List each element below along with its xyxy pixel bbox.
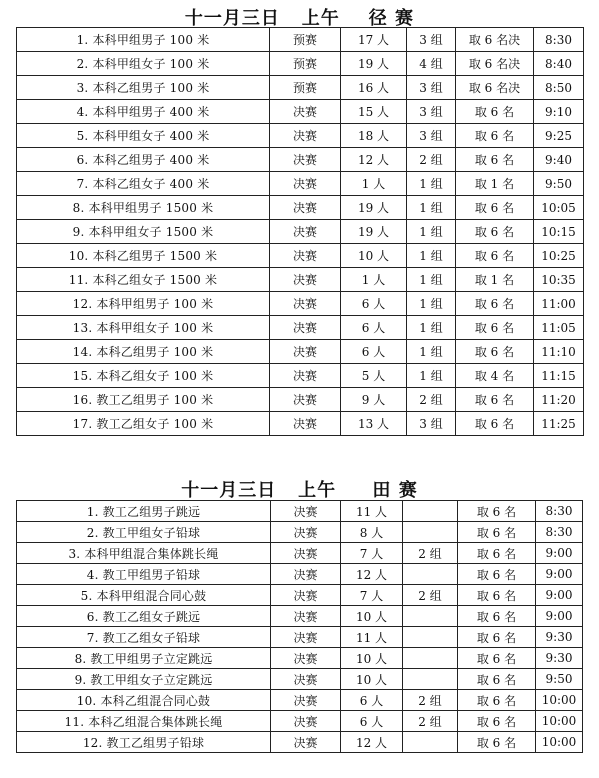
- track-cell-entrants: 13 人: [341, 412, 407, 436]
- field-cell-qualify: 取 6 名: [458, 585, 536, 606]
- track-table-row: [17, 148, 584, 172]
- track-cell-round: 决赛: [270, 268, 341, 292]
- track-cell-qualify: 取 6 名: [456, 124, 534, 148]
- track-cell-entrants: 6 人: [341, 316, 407, 340]
- track-cell-event: 8. 本科甲组男子 1500 米: [17, 196, 270, 220]
- field-section-title: 十一月三日 上午 田 赛: [181, 480, 418, 501]
- track-cell-groups: 1 组: [407, 316, 456, 340]
- track-cell-entrants: 5 人: [341, 364, 407, 388]
- track-cell-qualify: 取 6 名: [456, 220, 534, 244]
- field-table-row: [17, 522, 583, 543]
- track-cell-groups: 1 组: [407, 244, 456, 268]
- field-cell-entrants: 7 人: [341, 543, 403, 564]
- field-cell-time: 10:00: [536, 690, 583, 711]
- field-cell-round: 决赛: [271, 648, 341, 669]
- track-cell-qualify: 取 6 名: [456, 340, 534, 364]
- track-cell-time: 10:15: [534, 220, 584, 244]
- field-schedule-table: [16, 500, 583, 753]
- track-cell-time: 11:00: [534, 292, 584, 316]
- field-table-row: [17, 627, 583, 648]
- track-cell-entrants: 15 人: [341, 100, 407, 124]
- field-cell-round: 决赛: [271, 732, 341, 753]
- track-cell-time: 11:15: [534, 364, 584, 388]
- field-cell-round: 决赛: [271, 690, 341, 711]
- track-cell-qualify: 取 6 名: [456, 100, 534, 124]
- track-cell-groups: 1 组: [407, 172, 456, 196]
- track-cell-event: 1. 本科甲组男子 100 米: [17, 28, 270, 52]
- field-cell-round: 决赛: [271, 669, 341, 690]
- track-cell-event: 16. 教工乙组男子 100 米: [17, 388, 270, 412]
- field-cell-entrants: 11 人: [341, 627, 403, 648]
- field-cell-round: 决赛: [271, 522, 341, 543]
- field-cell-event: 7. 教工乙组女子铅球: [17, 627, 271, 648]
- field-cell-round: 决赛: [271, 627, 341, 648]
- track-cell-groups: 3 组: [407, 412, 456, 436]
- field-cell-groups: 2 组: [403, 690, 458, 711]
- field-cell-time: 10:00: [536, 732, 583, 753]
- track-cell-round: 决赛: [270, 220, 341, 244]
- track-cell-entrants: 10 人: [341, 244, 407, 268]
- track-cell-time: 10:05: [534, 196, 584, 220]
- field-cell-event: 4. 教工甲组男子铅球: [17, 564, 271, 585]
- track-cell-time: 10:35: [534, 268, 584, 292]
- track-cell-time: 9:40: [534, 148, 584, 172]
- field-cell-time: 9:30: [536, 627, 583, 648]
- track-cell-qualify: 取 6 名: [456, 316, 534, 340]
- track-cell-groups: 1 组: [407, 364, 456, 388]
- field-cell-event: 9. 教工甲组女子立定跳远: [17, 669, 271, 690]
- track-cell-time: 11:20: [534, 388, 584, 412]
- track-table-row: [17, 28, 584, 52]
- track-cell-groups: 1 组: [407, 220, 456, 244]
- field-cell-qualify: 取 6 名: [458, 711, 536, 732]
- field-cell-round: 决赛: [271, 606, 341, 627]
- track-cell-time: 9:25: [534, 124, 584, 148]
- field-cell-groups: [403, 522, 458, 543]
- field-table-row: [17, 501, 583, 522]
- field-cell-entrants: 10 人: [341, 669, 403, 690]
- field-cell-round: 决赛: [271, 585, 341, 606]
- field-cell-time: 9:00: [536, 564, 583, 585]
- field-cell-groups: 2 组: [403, 711, 458, 732]
- field-table-row: [17, 648, 583, 669]
- track-cell-entrants: 18 人: [341, 124, 407, 148]
- field-cell-entrants: 10 人: [341, 648, 403, 669]
- track-cell-round: 决赛: [270, 124, 341, 148]
- track-cell-entrants: 19 人: [341, 52, 407, 76]
- field-cell-round: 决赛: [271, 501, 341, 522]
- field-cell-entrants: 6 人: [341, 690, 403, 711]
- track-cell-round: 决赛: [270, 196, 341, 220]
- field-cell-time: 9:00: [536, 585, 583, 606]
- track-cell-entrants: 1 人: [341, 172, 407, 196]
- field-cell-event: 3. 本科甲组混合集体跳长绳: [17, 543, 271, 564]
- field-cell-event: 12. 教工乙组男子铅球: [17, 732, 271, 753]
- track-cell-groups: 3 组: [407, 28, 456, 52]
- track-cell-event: 7. 本科乙组女子 400 米: [17, 172, 270, 196]
- field-table-row: [17, 585, 583, 606]
- field-cell-event: 10. 本科乙组混合同心鼓: [17, 690, 271, 711]
- track-table-row: [17, 52, 584, 76]
- track-cell-event: 13. 本科甲组女子 100 米: [17, 316, 270, 340]
- track-cell-round: 决赛: [270, 148, 341, 172]
- field-cell-time: 8:30: [536, 522, 583, 543]
- field-cell-qualify: 取 6 名: [458, 690, 536, 711]
- track-cell-qualify: 取 1 名: [456, 268, 534, 292]
- track-cell-event: 2. 本科甲组女子 100 米: [17, 52, 270, 76]
- field-cell-groups: [403, 501, 458, 522]
- track-cell-entrants: 19 人: [341, 220, 407, 244]
- field-cell-event: 6. 教工乙组女子跳远: [17, 606, 271, 627]
- track-cell-qualify: 取 6 名: [456, 148, 534, 172]
- field-cell-groups: 2 组: [403, 543, 458, 564]
- field-cell-round: 决赛: [271, 564, 341, 585]
- track-cell-entrants: 6 人: [341, 292, 407, 316]
- track-cell-time: 11:25: [534, 412, 584, 436]
- field-table-row: [17, 543, 583, 564]
- track-cell-time: 8:40: [534, 52, 584, 76]
- track-cell-round: 决赛: [270, 364, 341, 388]
- field-cell-entrants: 12 人: [341, 732, 403, 753]
- field-table-row: [17, 711, 583, 732]
- field-cell-time: 9:50: [536, 669, 583, 690]
- track-cell-round: 预赛: [270, 28, 341, 52]
- track-cell-time: 9:10: [534, 100, 584, 124]
- track-cell-round: 决赛: [270, 316, 341, 340]
- field-table-row: [17, 564, 583, 585]
- field-cell-qualify: 取 6 名: [458, 732, 536, 753]
- track-cell-event: 6. 本科乙组男子 400 米: [17, 148, 270, 172]
- track-cell-event: 9. 本科甲组女子 1500 米: [17, 220, 270, 244]
- track-cell-event: 10. 本科乙组男子 1500 米: [17, 244, 270, 268]
- field-cell-entrants: 7 人: [341, 585, 403, 606]
- track-table-row: [17, 316, 584, 340]
- track-table-row: [17, 244, 584, 268]
- track-cell-round: 预赛: [270, 76, 341, 100]
- track-schedule-table: [16, 27, 584, 436]
- track-cell-round: 预赛: [270, 52, 341, 76]
- track-cell-round: 决赛: [270, 292, 341, 316]
- field-cell-round: 决赛: [271, 711, 341, 732]
- field-cell-qualify: 取 6 名: [458, 564, 536, 585]
- field-cell-time: 10:00: [536, 711, 583, 732]
- field-cell-round: 决赛: [271, 543, 341, 564]
- field-table-row: [17, 690, 583, 711]
- field-cell-groups: [403, 564, 458, 585]
- track-table-row: [17, 292, 584, 316]
- track-cell-groups: 3 组: [407, 124, 456, 148]
- field-cell-qualify: 取 6 名: [458, 648, 536, 669]
- track-cell-entrants: 6 人: [341, 340, 407, 364]
- track-cell-event: 11. 本科乙组女子 1500 米: [17, 268, 270, 292]
- track-cell-groups: 1 组: [407, 292, 456, 316]
- track-cell-qualify: 取 6 名: [456, 412, 534, 436]
- track-table-row: [17, 220, 584, 244]
- field-cell-groups: [403, 627, 458, 648]
- track-cell-event: 17. 教工乙组女子 100 米: [17, 412, 270, 436]
- field-cell-entrants: 6 人: [341, 711, 403, 732]
- field-table-row: [17, 606, 583, 627]
- field-cell-qualify: 取 6 名: [458, 669, 536, 690]
- track-cell-round: 决赛: [270, 340, 341, 364]
- track-cell-qualify: 取 6 名决: [456, 52, 534, 76]
- track-cell-groups: 2 组: [407, 388, 456, 412]
- track-cell-groups: 1 组: [407, 196, 456, 220]
- field-cell-qualify: 取 6 名: [458, 522, 536, 543]
- track-cell-qualify: 取 6 名: [456, 292, 534, 316]
- track-cell-groups: 3 组: [407, 100, 456, 124]
- field-cell-time: 9:00: [536, 606, 583, 627]
- track-cell-round: 决赛: [270, 172, 341, 196]
- track-table-row: [17, 76, 584, 100]
- track-cell-time: 8:50: [534, 76, 584, 100]
- field-cell-groups: [403, 732, 458, 753]
- track-cell-event: 15. 本科乙组女子 100 米: [17, 364, 270, 388]
- field-cell-time: 9:00: [536, 543, 583, 564]
- track-section-title: 十一月三日 上午 径 赛: [184, 8, 415, 29]
- track-table-row: [17, 412, 584, 436]
- field-cell-qualify: 取 6 名: [458, 627, 536, 648]
- track-cell-event: 3. 本科乙组男子 100 米: [17, 76, 270, 100]
- track-cell-groups: 1 组: [407, 340, 456, 364]
- field-cell-entrants: 12 人: [341, 564, 403, 585]
- field-cell-qualify: 取 6 名: [458, 501, 536, 522]
- track-cell-entrants: 1 人: [341, 268, 407, 292]
- track-cell-time: 11:05: [534, 316, 584, 340]
- field-cell-event: 5. 本科甲组混合同心鼓: [17, 585, 271, 606]
- track-cell-event: 5. 本科甲组女子 400 米: [17, 124, 270, 148]
- field-cell-groups: [403, 648, 458, 669]
- track-cell-groups: 1 组: [407, 268, 456, 292]
- field-cell-event: 8. 教工甲组男子立定跳远: [17, 648, 271, 669]
- track-cell-entrants: 16 人: [341, 76, 407, 100]
- track-cell-event: 4. 本科甲组男子 400 米: [17, 100, 270, 124]
- field-cell-time: 8:30: [536, 501, 583, 522]
- track-table-row: [17, 364, 584, 388]
- field-table-row: [17, 732, 583, 753]
- track-table-row: [17, 172, 584, 196]
- track-cell-time: 10:25: [534, 244, 584, 268]
- track-cell-round: 决赛: [270, 100, 341, 124]
- field-cell-entrants: 10 人: [341, 606, 403, 627]
- track-cell-entrants: 12 人: [341, 148, 407, 172]
- field-cell-entrants: 8 人: [341, 522, 403, 543]
- track-cell-qualify: 取 1 名: [456, 172, 534, 196]
- track-cell-qualify: 取 6 名决: [456, 28, 534, 52]
- field-cell-qualify: 取 6 名: [458, 543, 536, 564]
- track-cell-event: 12. 本科甲组男子 100 米: [17, 292, 270, 316]
- track-cell-entrants: 9 人: [341, 388, 407, 412]
- track-table-row: [17, 388, 584, 412]
- track-cell-round: 决赛: [270, 388, 341, 412]
- field-cell-event: 11. 本科乙组混合集体跳长绳: [17, 711, 271, 732]
- field-cell-groups: [403, 606, 458, 627]
- track-table-row: [17, 124, 584, 148]
- track-table-row: [17, 340, 584, 364]
- field-table-row: [17, 669, 583, 690]
- field-cell-groups: 2 组: [403, 585, 458, 606]
- track-cell-event: 14. 本科乙组男子 100 米: [17, 340, 270, 364]
- track-cell-groups: 3 组: [407, 76, 456, 100]
- track-cell-time: 9:50: [534, 172, 584, 196]
- track-cell-round: 决赛: [270, 244, 341, 268]
- field-cell-event: 1. 教工乙组男子跳远: [17, 501, 271, 522]
- track-cell-groups: 4 组: [407, 52, 456, 76]
- track-cell-qualify: 取 6 名: [456, 388, 534, 412]
- field-cell-event: 2. 教工甲组女子铅球: [17, 522, 271, 543]
- track-table-row: [17, 268, 584, 292]
- track-cell-qualify: 取 6 名决: [456, 76, 534, 100]
- track-table-row: [17, 196, 584, 220]
- track-cell-groups: 2 组: [407, 148, 456, 172]
- track-cell-qualify: 取 6 名: [456, 196, 534, 220]
- track-cell-entrants: 17 人: [341, 28, 407, 52]
- track-cell-qualify: 取 4 名: [456, 364, 534, 388]
- track-cell-time: 8:30: [534, 28, 584, 52]
- track-cell-qualify: 取 6 名: [456, 244, 534, 268]
- track-cell-entrants: 19 人: [341, 196, 407, 220]
- track-cell-time: 11:10: [534, 340, 584, 364]
- field-cell-time: 9:30: [536, 648, 583, 669]
- track-table-row: [17, 100, 584, 124]
- field-cell-groups: [403, 669, 458, 690]
- track-cell-round: 决赛: [270, 412, 341, 436]
- field-cell-entrants: 11 人: [341, 501, 403, 522]
- field-cell-qualify: 取 6 名: [458, 606, 536, 627]
